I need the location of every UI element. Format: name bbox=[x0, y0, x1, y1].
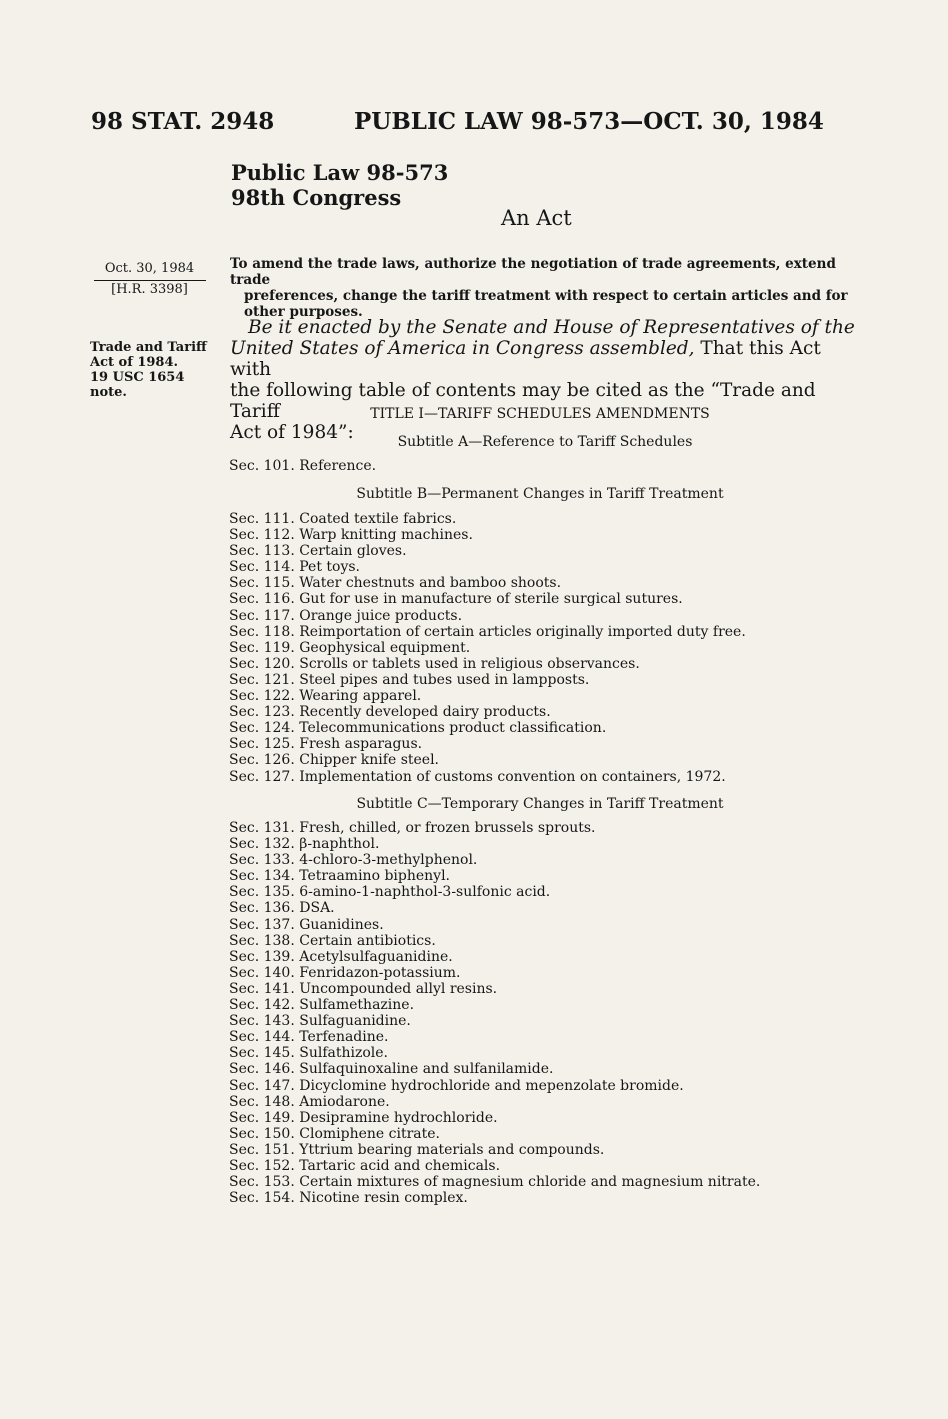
margin-note-line: note. bbox=[90, 385, 127, 400]
section-title: Sulfathizole. bbox=[299, 1045, 389, 1062]
toc-entry bbox=[229, 1190, 760, 1206]
toc-entry bbox=[229, 769, 746, 785]
section-title: Scrolls or tablets used in religious observances. bbox=[299, 655, 640, 672]
section-number: Sec. 123. bbox=[229, 704, 295, 721]
toc-entry bbox=[229, 1094, 760, 1110]
section-title: Fenridazon-potassium. bbox=[299, 964, 461, 981]
an-act-heading: An Act bbox=[501, 206, 572, 230]
section-title: Amiodarone. bbox=[299, 1093, 390, 1110]
section-number: Sec. 151. bbox=[229, 1141, 295, 1158]
toc-entry bbox=[229, 458, 376, 474]
toc-entry bbox=[229, 868, 760, 884]
section-number: Sec. 135. bbox=[229, 884, 295, 901]
section-number: Sec. 154. bbox=[229, 1190, 295, 1207]
toc-list-c bbox=[229, 820, 760, 1206]
section-title: Coated textile fabrics. bbox=[299, 511, 457, 527]
section-number: Sec. 125. bbox=[229, 736, 295, 753]
margin-date-block bbox=[104, 260, 195, 299]
section-number: Sec. 113. bbox=[229, 543, 295, 560]
purpose-line: To amend the trade laws, authorize the negotiation of trade agreements, extend trade bbox=[230, 256, 836, 288]
section-number: Sec. 111. bbox=[229, 511, 295, 527]
toc-entry bbox=[229, 981, 760, 997]
section-title: Fresh asparagus. bbox=[299, 736, 423, 753]
section-title: 4-chloro-3-methylphenol. bbox=[299, 852, 478, 869]
section-title: β-naphthol. bbox=[299, 836, 380, 853]
section-number: Sec. 143. bbox=[229, 1013, 295, 1030]
section-number: Sec. 116. bbox=[229, 591, 295, 608]
section-title: Chipper knife steel. bbox=[299, 752, 440, 769]
enacting-line bbox=[230, 338, 856, 380]
section-title: Gut for use in manufacture of sterile surgical sutures. bbox=[299, 591, 683, 608]
section-number: Sec. 131. bbox=[229, 820, 295, 836]
section-number: Sec. 119. bbox=[229, 639, 295, 656]
margin-note-line: 19 USC 1654 bbox=[90, 370, 185, 385]
purpose-clause bbox=[230, 256, 854, 320]
toc-entry bbox=[229, 624, 746, 640]
section-title: Certain antibiotics. bbox=[299, 932, 436, 949]
toc-entry bbox=[229, 1013, 760, 1029]
section-title: Steel pipes and tubes used in lampposts. bbox=[299, 671, 590, 688]
section-number: Sec. 150. bbox=[229, 1125, 295, 1142]
stat-page: 98 STAT. 2948 bbox=[91, 108, 275, 135]
toc-list-b bbox=[229, 511, 746, 785]
section-title: Tetraamino biphenyl. bbox=[299, 868, 451, 885]
congress-number: 98th Congress bbox=[231, 185, 402, 210]
section-title: Wearing apparel. bbox=[299, 688, 422, 705]
toc-entry bbox=[229, 852, 760, 868]
toc-entry bbox=[229, 917, 760, 933]
toc-entry bbox=[229, 1126, 760, 1142]
section-title: DSA. bbox=[299, 900, 335, 917]
section-number: Sec. 145. bbox=[229, 1045, 295, 1062]
section-title: Certain gloves. bbox=[299, 543, 407, 560]
toc-entry bbox=[229, 752, 746, 768]
toc-entry bbox=[229, 820, 760, 836]
section-number: Sec. 141. bbox=[229, 980, 295, 997]
toc-entry bbox=[229, 884, 760, 900]
section-number: Sec. 134. bbox=[229, 868, 295, 885]
toc-entry bbox=[229, 720, 746, 736]
margin-note-line: Act of 1984. bbox=[90, 355, 179, 370]
toc-entry bbox=[229, 1029, 760, 1045]
section-number: Sec. 147. bbox=[229, 1077, 295, 1094]
section-title: Acetylsulfaguanidine. bbox=[299, 948, 453, 965]
section-number: Sec. 120. bbox=[229, 655, 295, 672]
toc-entry bbox=[229, 591, 746, 607]
purpose-line: other purposes. bbox=[244, 304, 363, 320]
section-title: Guanidines. bbox=[299, 916, 384, 933]
section-number: Sec. 132. bbox=[229, 836, 295, 853]
section-number: Sec. 118. bbox=[229, 623, 295, 640]
section-number: Sec. 124. bbox=[229, 720, 295, 737]
toc-entry bbox=[229, 688, 746, 704]
section-title: Warp knitting machines. bbox=[299, 527, 473, 544]
enactment-date: Oct. 30, 1984 bbox=[104, 261, 195, 276]
section-title: Dicyclomine hydrochloride and mepenzolate bromide. bbox=[299, 1077, 684, 1094]
section-number: Sec. 136. bbox=[229, 900, 295, 917]
margin-note-line: Trade and Tariff bbox=[90, 340, 207, 355]
margin-note bbox=[90, 340, 220, 400]
section-number: Sec. 101. bbox=[229, 458, 295, 474]
section-title: 6-amino-1-naphthol-3-sulfonic acid. bbox=[299, 884, 551, 901]
section-number: Sec. 115. bbox=[229, 575, 295, 592]
section-title: Recently developed dairy products. bbox=[299, 704, 551, 721]
enacting-italic: United States of America in Congress assembled, bbox=[230, 338, 695, 359]
toc-entry bbox=[229, 608, 746, 624]
section-title: Water chestnuts and bamboo shoots. bbox=[299, 575, 562, 592]
toc-subtitle-b: Subtitle B—Permanent Changes in Tariff Treatment bbox=[356, 486, 724, 502]
section-title: Sulfaguanidine. bbox=[299, 1013, 411, 1030]
section-title: Reference. bbox=[299, 458, 377, 474]
section-number: Sec. 152. bbox=[229, 1157, 295, 1174]
section-title: Yttrium bearing materials and compounds. bbox=[299, 1141, 605, 1158]
section-number: Sec. 117. bbox=[229, 607, 295, 624]
toc-entry bbox=[229, 656, 746, 672]
toc-entry bbox=[229, 640, 746, 656]
public-law-number: Public Law 98-573 bbox=[231, 160, 449, 185]
enacting-line bbox=[230, 317, 856, 338]
toc-entry bbox=[229, 1174, 760, 1190]
section-title: Implementation of customs convention on containers, 1972. bbox=[299, 768, 726, 785]
section-title: Telecommunications product classification. bbox=[299, 720, 607, 737]
section-title: Reimportation of certain articles originally imported duty free. bbox=[299, 623, 746, 640]
toc-entry bbox=[229, 965, 760, 981]
section-number: Sec. 144. bbox=[229, 1029, 295, 1046]
section-title: Orange juice products. bbox=[299, 607, 463, 624]
section-number: Sec. 140. bbox=[229, 964, 295, 981]
section-number: Sec. 146. bbox=[229, 1061, 295, 1078]
toc-entry bbox=[229, 900, 760, 916]
section-title: Nicotine resin complex. bbox=[299, 1190, 468, 1207]
section-number: Sec. 126. bbox=[229, 752, 295, 769]
toc-entry bbox=[229, 1045, 760, 1061]
toc-entry bbox=[229, 1110, 760, 1126]
section-number: Sec. 148. bbox=[229, 1093, 295, 1110]
running-head bbox=[0, 108, 948, 138]
toc-entry bbox=[229, 1142, 760, 1158]
toc-entry bbox=[229, 511, 746, 527]
section-number: Sec. 137. bbox=[229, 916, 295, 933]
purpose-line: preferences, change the tariff treatment with respect to certain articles and for bbox=[244, 288, 848, 304]
toc-entry bbox=[229, 704, 746, 720]
law-title bbox=[231, 160, 448, 210]
toc-entry bbox=[229, 836, 760, 852]
section-number: Sec. 149. bbox=[229, 1109, 295, 1126]
toc-entry bbox=[229, 1158, 760, 1174]
section-title: Sulfamethazine. bbox=[299, 997, 415, 1014]
toc-entry bbox=[229, 949, 760, 965]
section-title: Pet toys. bbox=[299, 559, 361, 576]
section-title: Certain mixtures of magnesium chloride and magnesium nitrate. bbox=[299, 1174, 761, 1191]
enacting-line: the following table of contents may be cited as the “Trade and Tariff bbox=[230, 380, 816, 422]
section-title: Geophysical equipment. bbox=[299, 639, 471, 656]
toc-subtitle-a: Subtitle A—Reference to Tariff Schedules bbox=[397, 434, 693, 450]
toc-entry bbox=[229, 1061, 760, 1077]
section-title: Clomiphene citrate. bbox=[299, 1125, 440, 1142]
toc-entry bbox=[229, 1078, 760, 1094]
toc-list-a bbox=[229, 458, 376, 474]
section-title: Fresh, chilled, or frozen brussels sprouts. bbox=[299, 820, 596, 836]
section-title: Terfenadine. bbox=[299, 1029, 389, 1046]
toc-title: TITLE I—TARIFF SCHEDULES AMENDMENTS bbox=[370, 406, 710, 422]
toc-entry bbox=[229, 997, 760, 1013]
enacting-line: Act of 1984”: bbox=[230, 422, 354, 443]
section-number: Sec. 122. bbox=[229, 688, 295, 705]
enacting-clause bbox=[230, 317, 856, 443]
bill-number: [H.R. 3398] bbox=[111, 282, 188, 297]
section-number: Sec. 121. bbox=[229, 671, 295, 688]
toc-entry bbox=[229, 575, 746, 591]
toc-entry bbox=[229, 543, 746, 559]
section-number: Sec. 114. bbox=[229, 559, 295, 576]
toc-entry bbox=[229, 559, 746, 575]
enacting-text: That this Act with bbox=[230, 338, 821, 380]
section-title: Sulfaquinoxaline and sulfanilamide. bbox=[299, 1061, 554, 1078]
section-number: Sec. 133. bbox=[229, 852, 295, 869]
section-title: Desipramine hydrochloride. bbox=[299, 1109, 498, 1126]
section-number: Sec. 112. bbox=[229, 527, 295, 544]
toc-entry bbox=[229, 527, 746, 543]
section-number: Sec. 138. bbox=[229, 932, 295, 949]
law-header: PUBLIC LAW 98-573—OCT. 30, 1984 bbox=[354, 108, 824, 135]
toc-entry bbox=[229, 672, 746, 688]
toc-subtitle-c: Subtitle C—Temporary Changes in Tariff Treatment bbox=[356, 796, 724, 812]
toc-entry bbox=[229, 736, 746, 752]
section-number: Sec. 142. bbox=[229, 997, 295, 1014]
section-number: Sec. 139. bbox=[229, 948, 295, 965]
toc-entry bbox=[229, 933, 760, 949]
section-title: Uncompounded allyl resins. bbox=[299, 980, 498, 997]
section-title: Tartaric acid and chemicals. bbox=[299, 1157, 501, 1174]
enacting-italic: Be it enacted by the Senate and House of Representatives of the bbox=[248, 317, 855, 338]
section-number: Sec. 127. bbox=[229, 768, 295, 785]
section-number: Sec. 153. bbox=[229, 1174, 295, 1191]
